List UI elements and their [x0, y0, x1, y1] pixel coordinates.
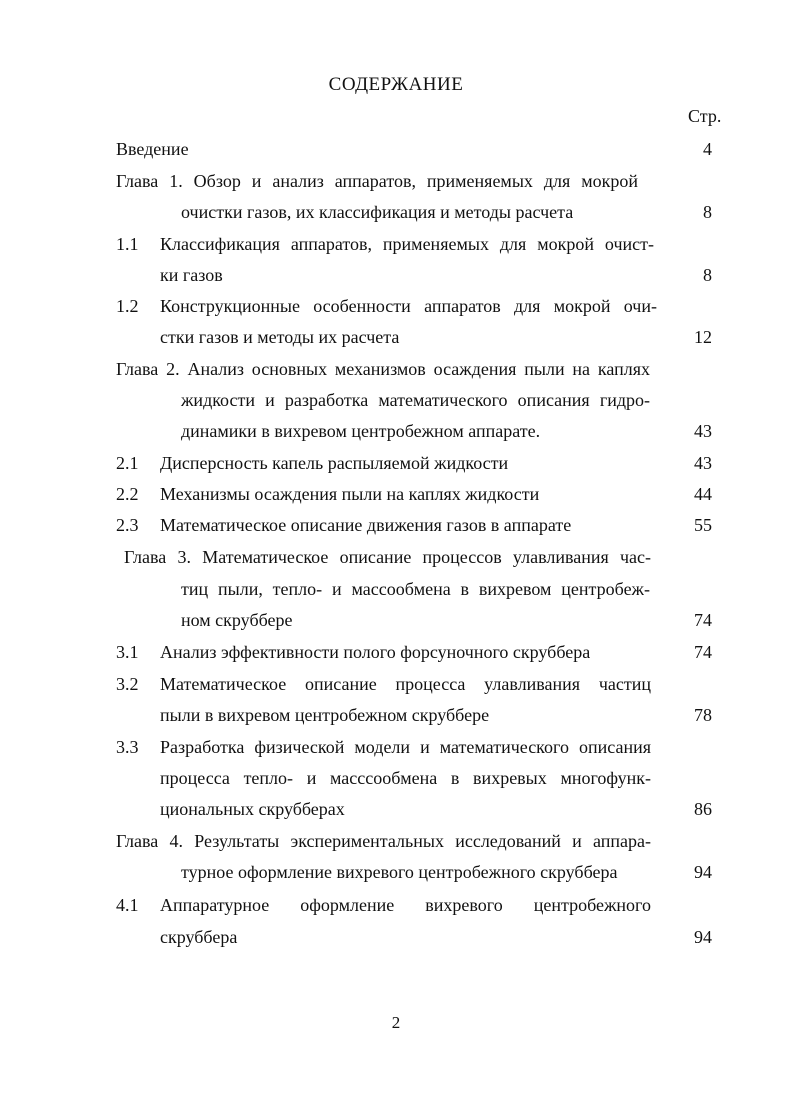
toc-s11-line1: Классификация аппаратов, применяемых для мокрой очист- — [160, 234, 654, 254]
toc-s32-page: 78 — [694, 705, 712, 725]
toc-s33-line3: циональных скрубберах — [160, 799, 345, 819]
toc-ch3-line1: Глава 3. Математическое описание процессов улавливания час- — [124, 547, 651, 567]
toc-s31-title: Анализ эффективности полого форсуночного скруббера — [160, 642, 591, 662]
toc-s41-line2: скруббера — [160, 927, 238, 947]
toc-s21-number: 2.1 — [116, 453, 139, 473]
toc-s31-number: 3.1 — [116, 642, 139, 662]
toc-ch3-line2: тиц пыли, тепло- и массообмена в вихревом центробеж- — [181, 579, 650, 599]
toc-s33-line2: процесса тепло- и масссообмена в вихревых многофунк- — [160, 768, 651, 788]
toc-s12-line1: Конструкционные особенности аппаратов для мокрой очи- — [160, 296, 657, 316]
toc-ch2-line2: жидкости и разработка математического описания гидро- — [181, 390, 650, 410]
toc-ch2-line1: Глава 2. Анализ основных механизмов осаждения пыли на каплях — [116, 359, 650, 379]
toc-ch2-line3: динамики в вихревом центробежном аппарате. — [181, 421, 541, 441]
toc-s22-number: 2.2 — [116, 484, 139, 504]
toc-intro-page: 4 — [703, 139, 712, 159]
toc-s23-title: Математическое описание движения газов в аппарате — [160, 515, 572, 535]
toc-s32-number: 3.2 — [116, 674, 139, 694]
toc-s11-page: 8 — [703, 265, 712, 285]
toc-s11-line2: ки газов — [160, 265, 223, 285]
toc-s22-title: Механизмы осаждения пыли на каплях жидкости — [160, 484, 540, 504]
toc-s32-line1: Математическое описание процесса улавливания частиц — [160, 674, 651, 694]
page-title: СОДЕРЖАНИЕ — [328, 74, 464, 95]
toc-ch2-page: 43 — [694, 421, 712, 441]
toc-s12-number: 1.2 — [116, 296, 139, 316]
toc-s23-page: 55 — [694, 515, 712, 535]
toc-intro-title: Введение — [116, 139, 189, 159]
toc-s32-line2: пыли в вихревом центробежном скруббере — [160, 705, 490, 725]
toc-s41-number: 4.1 — [116, 895, 139, 915]
toc-s33-page: 86 — [694, 799, 712, 819]
toc-ch1-page: 8 — [703, 202, 712, 222]
toc-s21-page: 43 — [694, 453, 712, 473]
toc-s41-page: 94 — [694, 927, 712, 947]
toc-s41-line1: Аппаратурное оформление вихревого центробежного — [160, 895, 651, 915]
toc-s33-number: 3.3 — [116, 737, 139, 757]
toc-s22-page: 44 — [694, 484, 712, 504]
page-number: 2 — [391, 1013, 401, 1032]
toc-s23-number: 2.3 — [116, 515, 139, 535]
toc-ch4-line2: турное оформление вихревого центробежного скруббера — [181, 862, 618, 882]
toc-s12-line2: стки газов и методы их расчета — [160, 327, 400, 347]
toc-ch1-line2: очистки газов, их классификация и методы расчета — [181, 202, 574, 222]
toc-s12-page: 12 — [694, 327, 712, 347]
page-column-label: Стр. — [688, 106, 722, 126]
toc-ch4-line1: Глава 4. Результаты экспериментальных исследований и аппара- — [116, 831, 651, 851]
toc-ch3-line3: ном скруббере — [181, 610, 293, 630]
toc-s31-page: 74 — [694, 642, 712, 662]
toc-ch1-line1: Глава 1. Обзор и анализ аппаратов, применяемых для мокрой — [116, 171, 638, 191]
toc-s21-title: Дисперсность капель распыляемой жидкости — [160, 453, 509, 473]
toc-s11-number: 1.1 — [116, 234, 139, 254]
toc-ch4-page: 94 — [694, 862, 712, 882]
toc-s33-line1: Разработка физической модели и математического описания — [160, 737, 651, 757]
toc-ch3-page: 74 — [694, 610, 712, 630]
